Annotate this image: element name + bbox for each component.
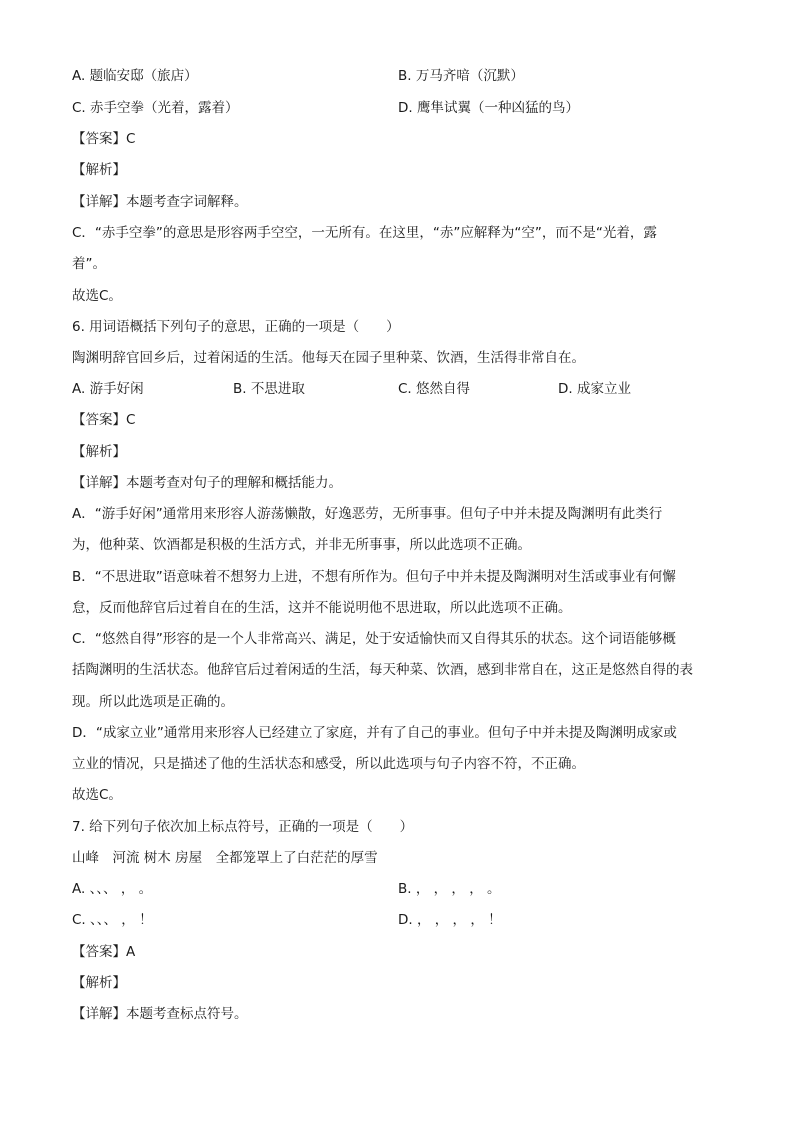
- q6-explanation-c-1: C．“悠然自得”形容的是一个人非常高兴、满足，处于安适愉快而又自得其乐的状态。这个词语能够概: [72, 631, 676, 647]
- q5-explanation-line-1: C．“赤手空拳”的意思是形容两手空空，一无所有。在这里，“赤”应解释为“空”，而不是“光着，露: [72, 225, 657, 241]
- q7-option-c: C. 、、、 ， ！: [72, 912, 153, 928]
- q5-option-d: D. 鹰隼试翼（一种凶猛的鸟）: [398, 100, 579, 116]
- q6-option-b: B. 不思进取: [233, 381, 305, 397]
- q6-question: 6. 用词语概括下列句子的意思，正确的一项是（ ）: [72, 319, 400, 335]
- q6-passage: 陶渊明辞官回乡后，过着闲适的生活。他每天在园子里种菜、饮酒，生活得非常自在。: [72, 350, 585, 366]
- q7-question: 7. 给下列句子依次加上标点符号，正确的一项是（ ）: [72, 819, 414, 835]
- q6-analysis-heading: 【解析】: [72, 444, 126, 460]
- q7-passage: 山峰 河流 树木 房屋 全都笼罩上了白茫茫的厚雪: [72, 850, 378, 866]
- q7-analysis-heading: 【解析】: [72, 975, 126, 991]
- q5-option-a: A. 题临安邸（旅店）: [72, 68, 198, 84]
- q5-analysis-heading: 【解析】: [72, 162, 126, 178]
- q6-explanation-c-3: 现。所以此选项是正确的。: [72, 694, 234, 710]
- q7-option-d: D. ， ， ， ， ！: [398, 912, 502, 928]
- q6-option-d: D. 成家立业: [558, 381, 631, 397]
- q6-option-a: A. 游手好闲: [72, 381, 144, 397]
- q6-choose: 故选C。: [72, 787, 122, 803]
- q5-detail: 【详解】本题考查字词解释。: [72, 194, 248, 210]
- q7-answer: 【答案】A: [72, 944, 136, 960]
- q5-explanation-line-2: 着”。: [72, 256, 106, 272]
- q6-explanation-c-2: 括陶渊明的生活状态。他辞官后过着闲适的生活，每天种菜、饮酒，感到非常自在，这正是悠然自得的表: [72, 662, 693, 678]
- q5-answer: 【答案】C: [72, 131, 136, 147]
- q6-option-c: C. 悠然自得: [398, 381, 471, 397]
- q6-explanation-a-2: 为，他种菜、饮酒都是积极的生活方式，并非无所事事，所以此选项不正确。: [72, 537, 531, 553]
- q5-choose: 故选C。: [72, 288, 122, 304]
- q6-explanation-a-1: A．“游手好闲”通常用来形容人游荡懒散，好逸恶劳，无所事事。但句子中并未提及陶渊明有此类行: [72, 506, 663, 522]
- q5-option-b: B. 万马齐喑（沉默）: [398, 68, 524, 84]
- q6-explanation-d-2: 立业的情况，只是描述了他的生活状态和感受，所以此选项与句子内容不符，不正确。: [72, 756, 585, 772]
- q7-option-b: B. ， ， ， ， 。: [398, 881, 501, 897]
- q6-detail: 【详解】本题考查对句子的理解和概括能力。: [72, 475, 342, 491]
- q6-explanation-d-1: D．“成家立业”通常用来形容人已经建立了家庭，并有了自己的事业。但句子中并未提及陶渊明成家或: [72, 725, 677, 741]
- q6-explanation-b-2: 怠，反而他辞官后过着自在的生活，这并不能说明他不思进取，所以此选项不正确。: [72, 600, 572, 616]
- q7-option-a: A. 、、、 ， 。: [72, 881, 153, 897]
- q5-option-c: C. 赤手空拳（光着，露着）: [72, 100, 239, 116]
- q6-explanation-b-1: B．“不思进取”语意味着不想努力上进，不想有所作为。但句子中并未提及陶渊明对生活或事业有何懈: [72, 569, 676, 585]
- q6-answer: 【答案】C: [72, 412, 136, 428]
- q7-detail: 【详解】本题考查标点符号。: [72, 1006, 248, 1022]
